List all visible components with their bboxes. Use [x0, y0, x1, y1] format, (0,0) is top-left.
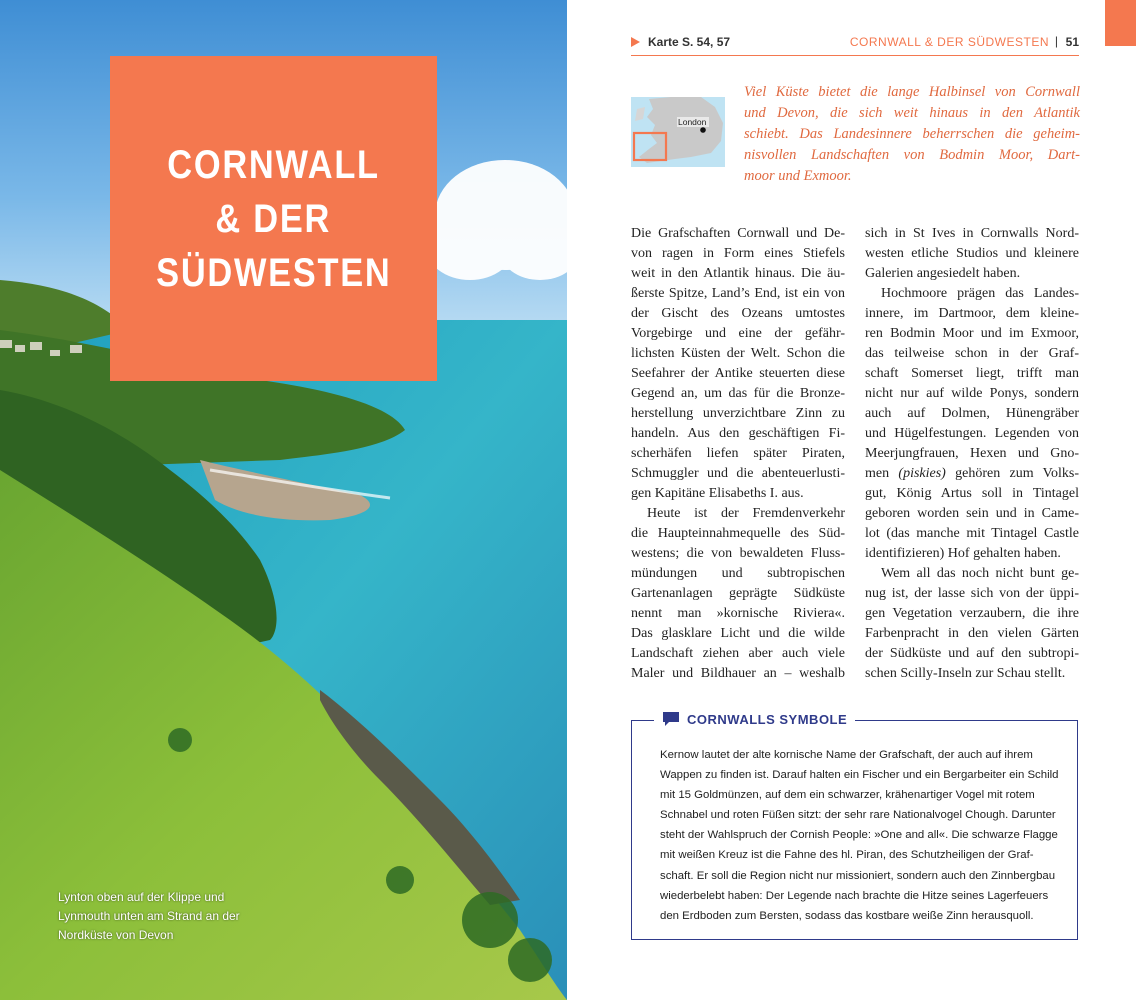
text-line: mündungen und subtropischen — [631, 566, 845, 581]
intro-line: Viel Küste bietet die lange Halbinsel von Cornwall — [744, 84, 1080, 100]
text-line: ren Bodmin Moor und im Exmoor, — [865, 326, 1079, 341]
header-separator: | — [1054, 34, 1058, 48]
text-line: Gartenanlagen geprägte Südküste — [631, 586, 845, 601]
text-line: Maler und Bildhauer an – weshalb — [631, 666, 845, 681]
text-line: westens; die von bewaldeten Fluss- — [631, 546, 845, 561]
arrow-right-icon — [631, 37, 640, 47]
text-line: und Hügelfestungen. Legenden von — [865, 426, 1079, 441]
chapter-title-line-3: SÜDWESTEN — [155, 250, 392, 295]
text-line: Wem all das noch nicht bunt ge- — [881, 566, 1079, 581]
text-fragment: men — [865, 466, 899, 481]
text-line: ßerste Spitze, Land’s End, ist ein von — [631, 286, 845, 301]
intro-line: nisvollen Landschaften von Bodmin Moor, Dart- — [744, 147, 1080, 163]
text-line: Das glasklare Licht und die wilde — [631, 626, 845, 641]
text-line: innere, im Dartmoor, dem kleine- — [865, 306, 1079, 321]
text-line: der Südküste und auf den subtropi- — [865, 646, 1079, 661]
body-column-2 — [865, 224, 1079, 684]
text-line: Farbenpracht in den vielen Gärten — [865, 626, 1079, 641]
text-line: gen Vegetation verzaubern, die ihre — [865, 606, 1079, 621]
intro-text — [744, 82, 1080, 187]
photo-caption — [58, 888, 288, 945]
info-box-line: wiederbelebt haben: Der Legende nach brachte die Hitze seines Lagerfeuers — [660, 889, 1049, 902]
text-line: nug ist, der lasse sich von der üppi- — [865, 586, 1079, 601]
intro-line: und Devon, die sich weit hinaus in den Atlantik — [744, 105, 1080, 121]
chapter-title-line-1: CORNWALL — [167, 142, 380, 187]
caption-line: Lynmouth unten am Strand an der — [58, 909, 240, 923]
text-line: Gegend an, um das für die Bronze- — [631, 386, 845, 401]
cover-photo — [0, 0, 567, 1000]
info-box-cornwall-symbols — [631, 711, 1078, 940]
text-line: Schmuggler und die abenteuerlusti- — [631, 466, 845, 481]
chapter-color-tab — [1105, 0, 1136, 46]
page-number: 51 — [1065, 35, 1079, 49]
text-line: gen Kapitäne Elisabeths I. aus. — [631, 486, 804, 501]
text-line: der Gischt des Ozeans umtostes — [631, 306, 845, 321]
caption-line: Lynton oben auf der Klippe und — [58, 890, 225, 904]
text-line: Die Grafschaften Cornwall und De- — [631, 226, 845, 241]
england-map-icon — [631, 97, 725, 167]
info-box-line: Schnabel und roten Füßen sitzt: der sehr rare Nationalvogel Chough. Darunter — [660, 809, 1056, 822]
text-line: lot (das manche mit Tintagel Castle — [865, 526, 1079, 541]
text-line: schaft Somerset liegt, trifft man — [865, 366, 1079, 381]
piskies-term: (piskies) — [898, 466, 946, 481]
text-line: nicht nur auf wilde Ponys, sondern — [865, 386, 1079, 401]
text-line: schen Scilly-Inseln zur Schau stellt. — [865, 666, 1066, 681]
info-box-line: mit weißen Kreuz ist die Fahne des hl. Piran, des Schutzheiligen der Graf- — [660, 849, 1034, 862]
chapter-title-box — [110, 56, 437, 381]
text-line: handeln. Aus den geschäftigen Fi- — [631, 426, 845, 441]
text-line: herstellung unverzichtbare Zinn zu — [631, 406, 845, 421]
text-line: auch auf Dolmen, Hünengräber — [865, 406, 1079, 421]
text-line: westen etliche Studios und kleinere — [865, 246, 1079, 261]
text-line: nennt man »kornische Riviera«. — [631, 606, 845, 621]
text-line: das teilweise schon in der Graf- — [865, 346, 1079, 361]
text-line: scherhäfen liefen später Piraten, — [631, 446, 845, 461]
text-line: lichsten Küsten der Welt. Schon die — [631, 346, 845, 361]
text-line: Hochmoore prägen das Landes- — [881, 286, 1079, 301]
map-reference[interactable] — [631, 35, 730, 49]
section-title: CORNWALL & DER SÜDWESTEN — [849, 35, 1049, 49]
text-line: Heute ist der Fremdenverkehr — [647, 506, 845, 521]
running-header — [631, 35, 1079, 56]
text-line: weit in den Atlantik hinaus. Die äu- — [631, 266, 845, 281]
text-line: Vorgebirge und eine der gefähr- — [631, 326, 845, 341]
info-box-line: steht der Wahlspruch der Cornish People: »One and all«. Die schwarze Flagge — [660, 829, 1058, 842]
info-box-title: CORNWALLS SYMBOLE — [687, 711, 848, 727]
info-box-line: schaft. Er soll die Region nicht nur missioniert, sondern auch den Zinnbergbau — [660, 869, 1056, 882]
body-column-1 — [631, 224, 845, 684]
info-box-line: mit 15 Goldmünzen, auf dem ein schwarzer, krähenartiger Vogel mit rotem — [660, 789, 1035, 802]
speech-bubble-icon — [662, 711, 680, 727]
text-line: die Haupteinnahmequelle des Süd- — [631, 526, 845, 541]
text-line: Landschaft ziehen aber auch viele — [631, 646, 845, 661]
text-line: Galerien angesiedelt haben. — [865, 266, 1021, 281]
map-reference-label: Karte S. 54, 57 — [648, 35, 731, 49]
map-label-london: London — [678, 117, 707, 127]
text-line: von ragen in Form eines Stiefels — [631, 246, 845, 261]
intro-line: schiebt. Das Landesinnere beherrschen die geheim- — [744, 126, 1080, 142]
info-box-line: Wappen zu finden ist. Darauf halten ein Fischer und ein Bergarbeiter ein Schild — [660, 769, 1059, 782]
info-box-line: den Erdboden zum Bersten, sodass das kostbare weiße Zinn herausquoll. — [660, 909, 1034, 922]
text-line: geboren worden sein und in Came- — [865, 506, 1079, 521]
text-line: gut, König Artus soll in Tintagel — [865, 486, 1079, 501]
info-box-header — [654, 711, 855, 727]
text-line-piskies — [865, 464, 1079, 484]
text-line: Seefahrer der Antike steuerten diese — [631, 366, 845, 381]
locator-map — [631, 97, 725, 167]
text-fragment: gehören zum Volks- — [945, 466, 1079, 481]
info-box-body — [660, 745, 1062, 926]
chapter-title-line-2: & DER — [215, 196, 332, 241]
caption-line: Nordküste von Devon — [58, 928, 174, 942]
text-line: sich in St Ives in Cornwalls Nord- — [865, 226, 1079, 241]
intro-line: moor und Exmoor. — [744, 168, 852, 184]
text-line: Meerjungfrauen, Hexen und Gno- — [865, 446, 1079, 461]
text-line: identifizieren) Hof gehalten haben. — [865, 546, 1061, 561]
info-box-line: Kernow lautet der alte kornische Name der Grafschaft, der auch auf ihrem — [660, 749, 1033, 761]
